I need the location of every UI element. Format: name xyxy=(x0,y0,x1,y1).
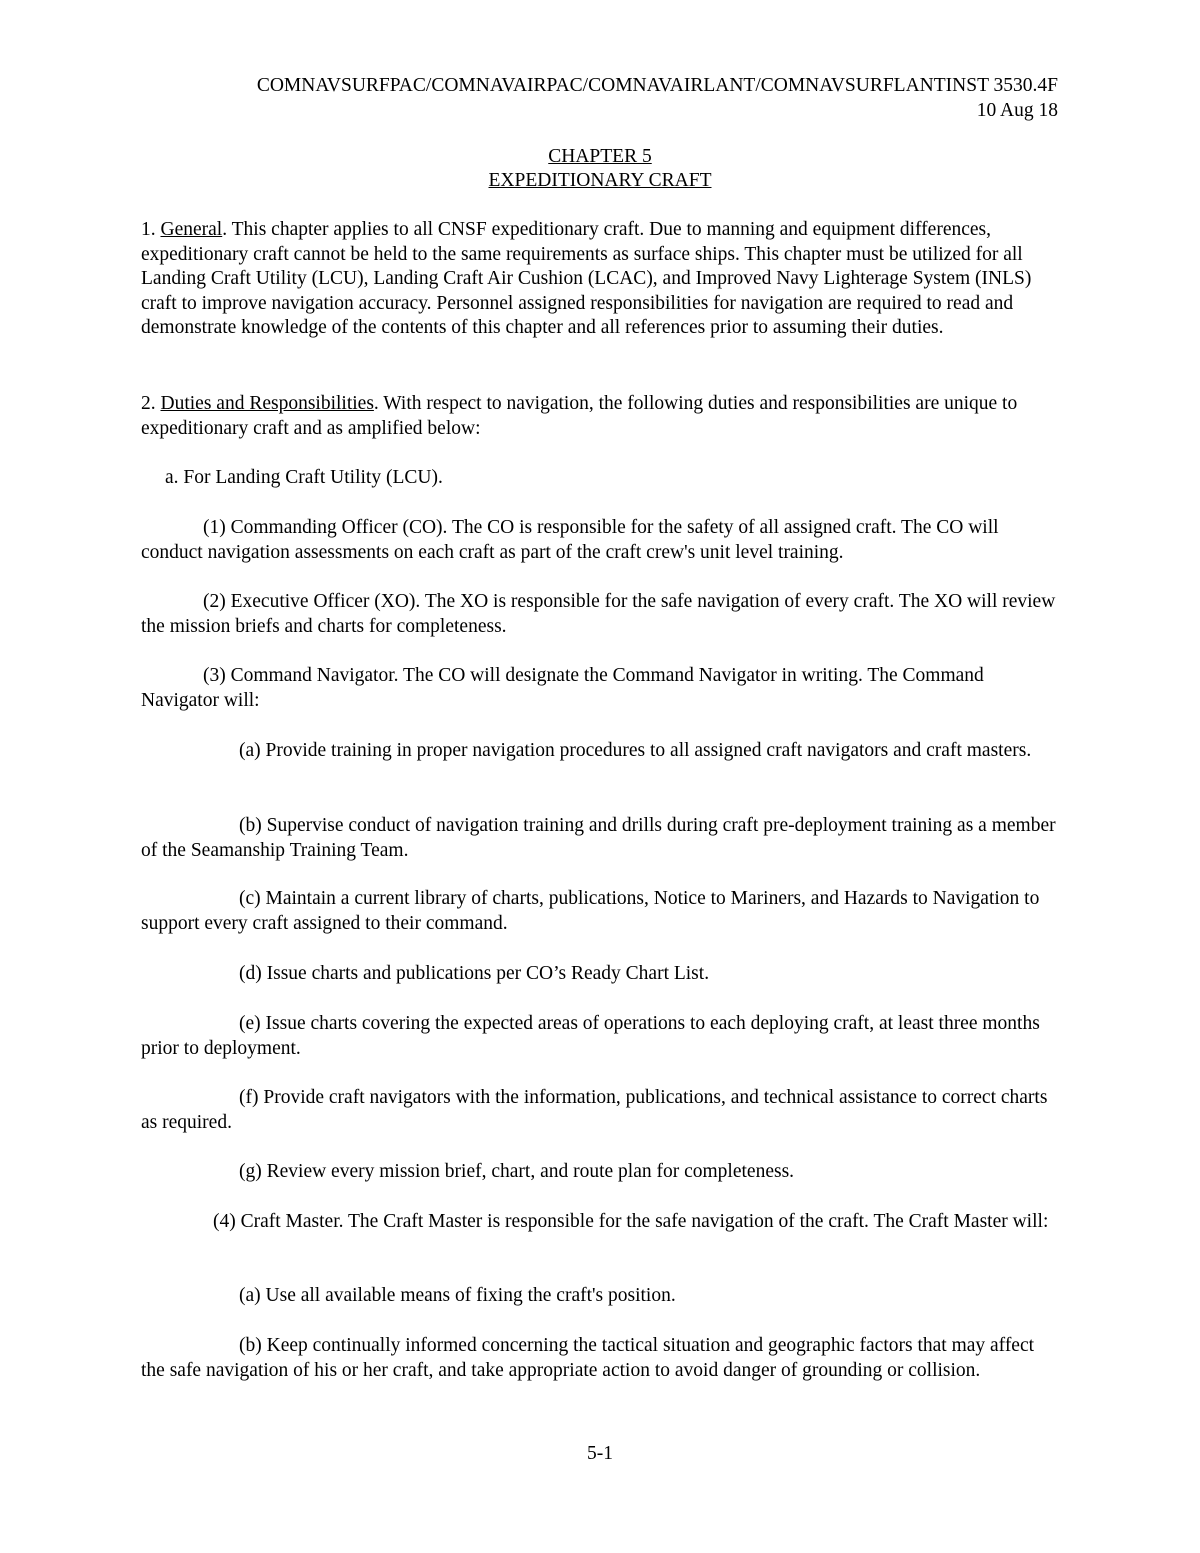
item-3c-library: (c) Maintain a current library of charts, publications, Notice to Mariners, and Hazards to Navigation to support every craft assigned to their command. xyxy=(141,888,1040,934)
chapter-number: CHAPTER 5 xyxy=(548,146,652,167)
section-duties: 2. Duties and Responsibilities. With respect to navigation, the following duties and responsibilities are unique to expeditionary craft and as amplified below: xyxy=(141,393,1018,439)
item-4-craft-master: (4) Craft Master. The Craft Master is responsible for the safe navigation of the craft. The Craft Master will: xyxy=(213,1211,1049,1232)
item-3a-training: (a) Provide training in proper navigation procedures to all assigned craft navigators and craft masters. xyxy=(239,740,1032,761)
item-4a-fixing-position: (a) Use all available means of fixing the craft's position. xyxy=(239,1285,676,1306)
item-3e-deploying-craft: (e) Issue charts covering the expected areas of operations to each deploying craft, at least three months prior to deployment. xyxy=(141,1013,1040,1059)
item-3b-supervise: (b) Supervise conduct of navigation training and drills during craft pre-deployment training as a member of the Seamanship Training Team. xyxy=(141,815,1056,861)
section-heading-general: General xyxy=(160,219,223,240)
chapter-title: EXPEDITIONARY CRAFT xyxy=(488,170,712,191)
item-4b-situation: (b) Keep continually informed concerning the tactical situation and geographic factors that may affect the safe navigation of his or her craft, and take appropriate action to avoid danger of grounding or collision. xyxy=(141,1335,1035,1381)
item-1-commanding-officer: (1) Commanding Officer (CO). The CO is responsible for the safety of all assigned craft. The CO will conduct navigation assessments on each craft as part of the craft crew's unit level training. xyxy=(141,517,999,563)
item-3-command-navigator: (3) Command Navigator. The CO will designate the Command Navigator in writing. The Command Navigator will: xyxy=(141,665,984,711)
item-2-executive-officer: (2) Executive Officer (XO). The XO is responsible for the safe navigation of every craft. The XO will review the mission briefs and charts for completeness. xyxy=(141,591,1056,637)
item-a-lcu: a. For Landing Craft Utility (LCU). xyxy=(165,467,443,488)
section-heading-duties: Duties and Responsibilities xyxy=(160,393,374,414)
item-3d-issue-charts: (d) Issue charts and publications per CO’s Ready Chart List. xyxy=(239,963,710,984)
item-3g-review: (g) Review every mission brief, chart, and route plan for completeness. xyxy=(239,1161,795,1182)
document-id: COMNAVSURFPAC/COMNAVAIRPAC/COMNAVAIRLANT/COMNAVSURFLANTINST 3530.4F xyxy=(256,75,1058,96)
item-3f-assistance: (f) Provide craft navigators with the information, publications, and technical assistance to correct charts as required. xyxy=(141,1087,1048,1133)
document-date: 10 Aug 18 xyxy=(976,100,1058,121)
page-number: 5-1 xyxy=(587,1443,613,1464)
section-general: 1. General. This chapter applies to all CNSF expeditionary craft. Due to manning and equipment differences, expeditionary craft cannot be held to the same requirements as surface ships. This chapter must be utilized for all Landing Craft Utility (LCU), Landing Craft Air Cushion (LCAC), and Improved Navy Lighterage System (INLS) craft to improve navigation accuracy. Personnel assigned responsibilities for navigation are required to read and demonstrate knowledge of the contents of this chapter and all references prior to assuming their duties. xyxy=(141,219,1032,339)
